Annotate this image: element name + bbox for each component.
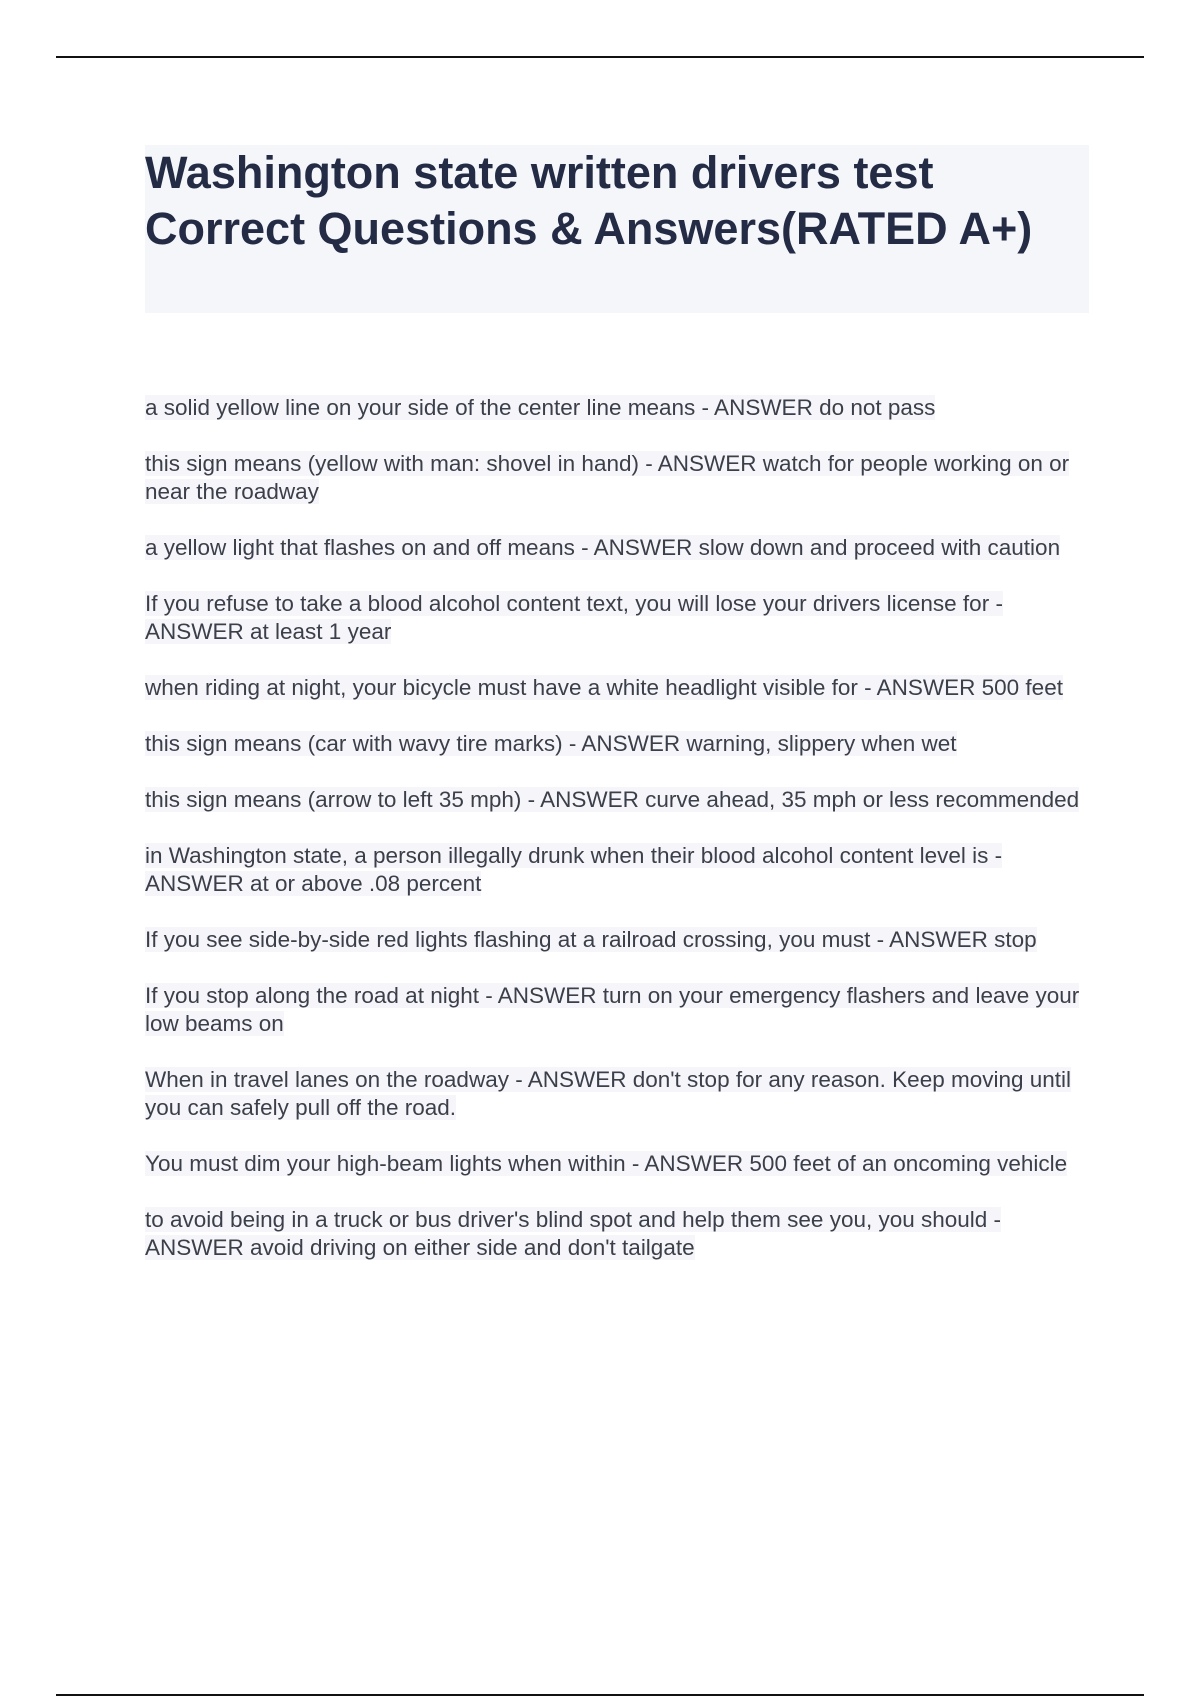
- qa-text: If you stop along the road at night - ANSWER turn on your emergency flashers and leave your low beams on: [145, 983, 1080, 1036]
- qa-item: [145, 1206, 1095, 1262]
- qa-text: If you refuse to take a blood alcohol content text, you will lose your drivers license for - ANSWER at least 1 year: [145, 591, 1003, 644]
- header-rule: [56, 56, 1144, 58]
- qa-item: [145, 926, 1095, 954]
- qa-text: this sign means (yellow with man: shovel in hand) - ANSWER watch for people working on or near the roadway: [145, 451, 1070, 504]
- qa-item: [145, 842, 1095, 898]
- qa-item: [145, 982, 1095, 1038]
- document-title: Washington state written drivers test Correct Questions & Answers(RATED A+): [145, 147, 1033, 254]
- qa-item: [145, 1150, 1095, 1178]
- qa-item: [145, 450, 1095, 506]
- qa-text: when riding at night, your bicycle must have a white headlight visible for - ANSWER 500 feet: [145, 675, 1063, 700]
- qa-item: [145, 534, 1095, 562]
- qa-text: a solid yellow line on your side of the center line means - ANSWER do not pass: [145, 395, 936, 420]
- qa-text: in Washington state, a person illegally drunk when their blood alcohol content level is - ANSWER at or above .08 percent: [145, 843, 1003, 896]
- qa-item: [145, 1066, 1095, 1122]
- qa-list: [145, 394, 1095, 1290]
- qa-item: [145, 590, 1095, 646]
- qa-text: If you see side-by-side red lights flashing at a railroad crossing, you must - ANSWER stop: [145, 927, 1037, 952]
- qa-item: [145, 674, 1095, 702]
- qa-text: this sign means (car with wavy tire marks) - ANSWER warning, slippery when wet: [145, 731, 957, 756]
- qa-item: [145, 394, 1095, 422]
- qa-text: You must dim your high-beam lights when within - ANSWER 500 feet of an oncoming vehicle: [145, 1151, 1068, 1176]
- qa-text: this sign means (arrow to left 35 mph) - ANSWER curve ahead, 35 mph or less recommended: [145, 787, 1080, 812]
- qa-item: [145, 786, 1095, 814]
- qa-text: a yellow light that flashes on and off means - ANSWER slow down and proceed with caution: [145, 535, 1061, 560]
- qa-item: [145, 730, 1095, 758]
- qa-text: to avoid being in a truck or bus driver's blind spot and help them see you, you should - ANSWER avoid driving on either side and don't tailgate: [145, 1207, 1002, 1260]
- title-block: [145, 145, 1089, 313]
- qa-text: When in travel lanes on the roadway - ANSWER don't stop for any reason. Keep moving until you can safely pull off the road.: [145, 1067, 1072, 1120]
- footer-rule: [56, 1694, 1144, 1696]
